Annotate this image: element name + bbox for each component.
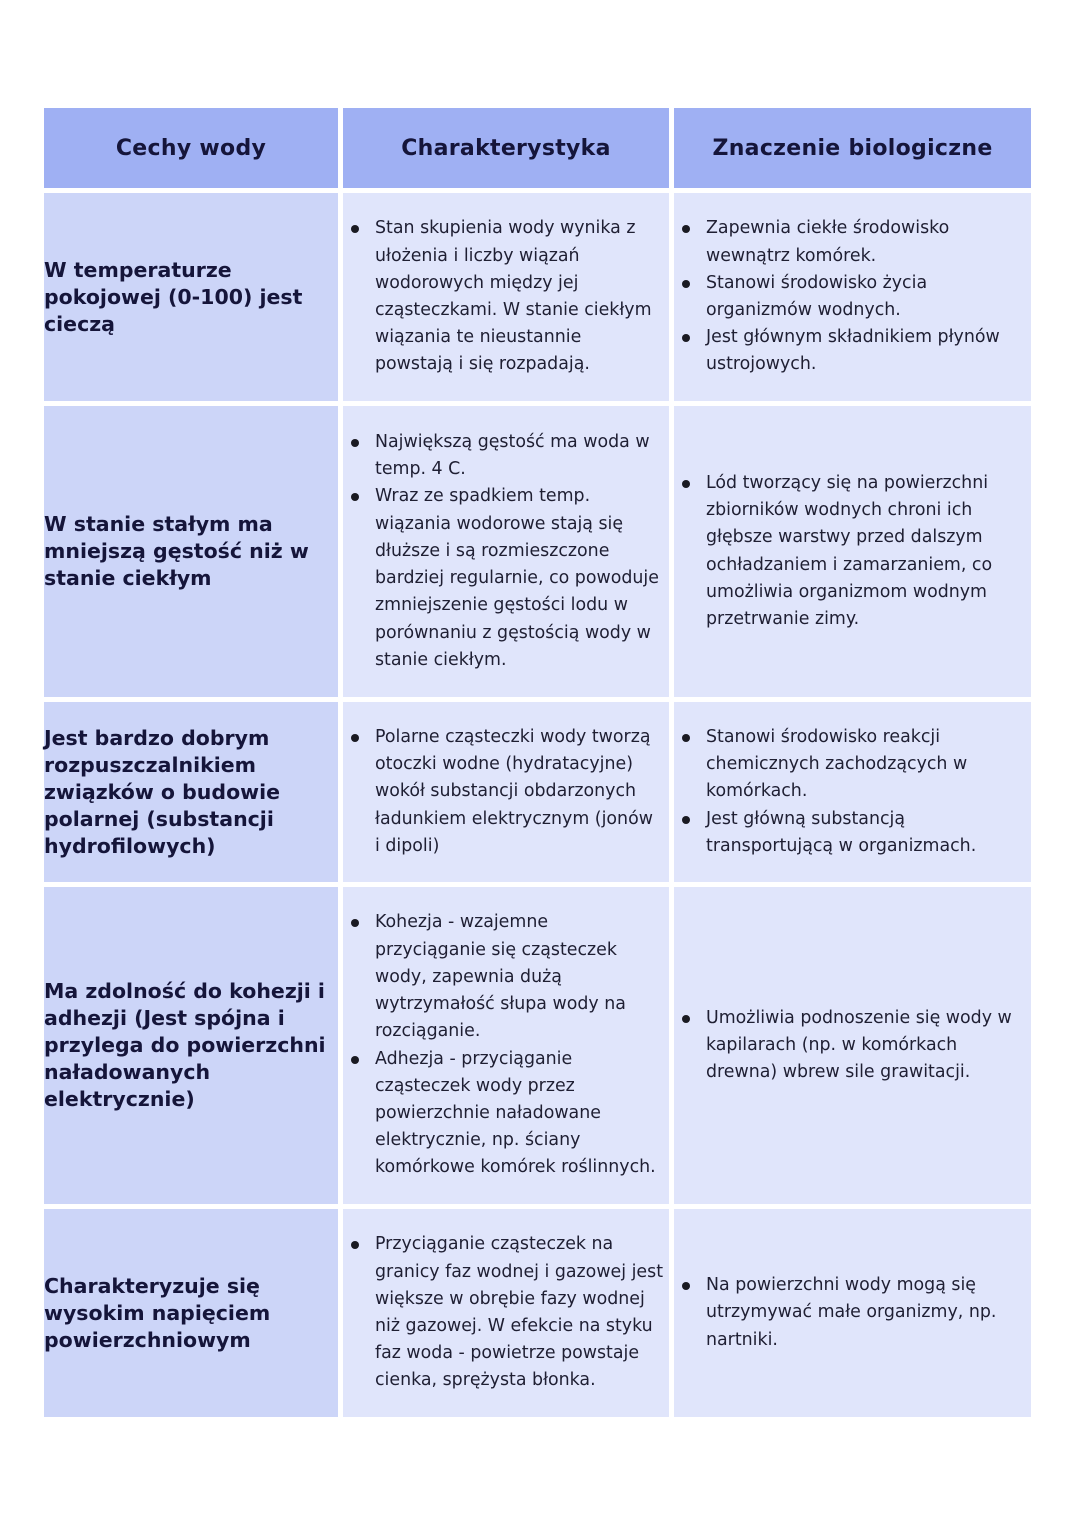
row-4-cecha-cell: [44, 887, 338, 1204]
row-2-charakterystyka-list: [349, 429, 663, 674]
row-3-cecha-cell: [44, 702, 338, 882]
row-3-znaczenie-cell: [674, 702, 1031, 882]
row-5-cecha: Charakteryzuje się wysokim napięciem powierzchniowym: [44, 1273, 271, 1352]
row-1-cecha: W temperaturze pokojowej (0-100) jest cieczą: [44, 257, 303, 336]
row-1-znaczenie-item: Jest głównym składnikiem płynów ustrojowych.: [680, 324, 1029, 378]
row-5-znaczenie-list: [680, 1272, 1029, 1354]
header-cechy: Cechy wody: [44, 108, 338, 188]
row-3-cecha: Jest bardzo dobrym rozpuszczalnikiem związków o budowie polarnej (substancji hydrofilowych): [44, 725, 281, 858]
row-5-charakterystyka-cell: [343, 1209, 669, 1417]
row-3-charakterystyka-list: [349, 724, 663, 860]
row-5-cecha-cell: [44, 1209, 338, 1417]
row-2-cecha: W stanie stałym ma mniejszą gęstość niż w stanie ciekłym: [44, 512, 309, 590]
row-2-charakterystyka-item: Wraz ze spadkiem temp. wiązania wodorowe stają się dłuższe i są rozmieszczone bardziej regularnie, co powoduje zmniejszenie gęstości lodu w porównaniu z gęstością wody w stanie ciekłym.: [349, 483, 663, 673]
header-charakterystyka: Charakterystyka: [343, 108, 669, 188]
row-1-cecha-cell: [44, 193, 338, 401]
row-1-znaczenie-list: [680, 215, 1029, 378]
row-4-charakterystyka-item: Kohezja - wzajemne przyciąganie się cząsteczek wody, zapewnia dużą wytrzymałość słupa wody na rozciąganie.: [349, 909, 663, 1045]
row-1-znaczenie-item: Zapewnia ciekłe środowisko wewnątrz komórek.: [680, 215, 1029, 269]
row-3-znaczenie-list: [680, 724, 1029, 860]
row-1-charakterystyka-list: [349, 215, 663, 378]
row-3-charakterystyka-cell: [343, 702, 669, 882]
row-1-znaczenie-item: Stanowi środowisko życia organizmów wodnych.: [680, 270, 1029, 324]
row-5-znaczenie-item: Na powierzchni wody mogą się utrzymywać małe organizmy, np. nartniki.: [680, 1272, 1029, 1354]
row-5-znaczenie-cell: [674, 1209, 1031, 1417]
row-2-znaczenie-item: Lód tworzący się na powierzchni zbiorników wodnych chroni ich głębsze warstwy przed dalszym ochładzaniem i zamarzaniem, co umożliwia organizmom wodnym przetrwanie zimy.: [680, 470, 1029, 633]
row-4-znaczenie-item: Umożliwia podnoszenie się wody w kapilarach (np. w komórkach drewna) wbrew sile grawitacji.: [680, 1005, 1029, 1087]
row-4-cecha: Ma zdolność do kohezji i adhezji (Jest spójna i przylega do powierzchni naładowanych elektrycznie): [44, 979, 326, 1111]
water-properties-table: [44, 108, 1032, 1417]
row-2-cecha-cell: [44, 406, 338, 697]
row-5-charakterystyka-list: [349, 1231, 663, 1394]
row-2-charakterystyka-cell: [343, 406, 669, 697]
row-4-znaczenie-list: [680, 1005, 1029, 1087]
row-4-znaczenie-cell: [674, 887, 1031, 1204]
row-1-charakterystyka-cell: [343, 193, 669, 401]
row-2-znaczenie-cell: [674, 406, 1031, 697]
row-4-charakterystyka-cell: [343, 887, 669, 1204]
row-3-znaczenie-item: Jest główną substancją transportującą w organizmach.: [680, 806, 1029, 860]
row-2-charakterystyka-item: Największą gęstość ma woda w temp. 4 C.: [349, 429, 663, 483]
row-2-znaczenie-list: [680, 470, 1029, 633]
row-4-charakterystyka-list: [349, 909, 663, 1181]
row-1-znaczenie-cell: [674, 193, 1031, 401]
row-5-charakterystyka-item: Przyciąganie cząsteczek na granicy faz wodnej i gazowej jest większe w obrębie fazy wodnej niż gazowej. W efekcie na styku faz woda - powietrze powstaje cienka, sprężysta błonka.: [349, 1231, 663, 1394]
header-znaczenie: Znaczenie biologiczne: [674, 108, 1031, 188]
row-3-charakterystyka-item: Polarne cząsteczki wody tworzą otoczki wodne (hydratacyjne) wokół substancji obdarzonych ładunkiem elektrycznym (jonów i dipoli): [349, 724, 663, 860]
row-1-charakterystyka-item: Stan skupienia wody wynika z ułożenia i liczby wiązań wodorowych między jej cząsteczkami. W stanie ciekłym wiązania te nieustannie powstają i się rozpadają.: [349, 215, 663, 378]
row-4-charakterystyka-item: Adhezja - przyciąganie cząsteczek wody przez powierzchnie naładowane elektrycznie, np. ściany komórkowe komórek roślinnych.: [349, 1046, 663, 1182]
row-3-znaczenie-item: Stanowi środowisko reakcji chemicznych zachodzących w komórkach.: [680, 724, 1029, 806]
